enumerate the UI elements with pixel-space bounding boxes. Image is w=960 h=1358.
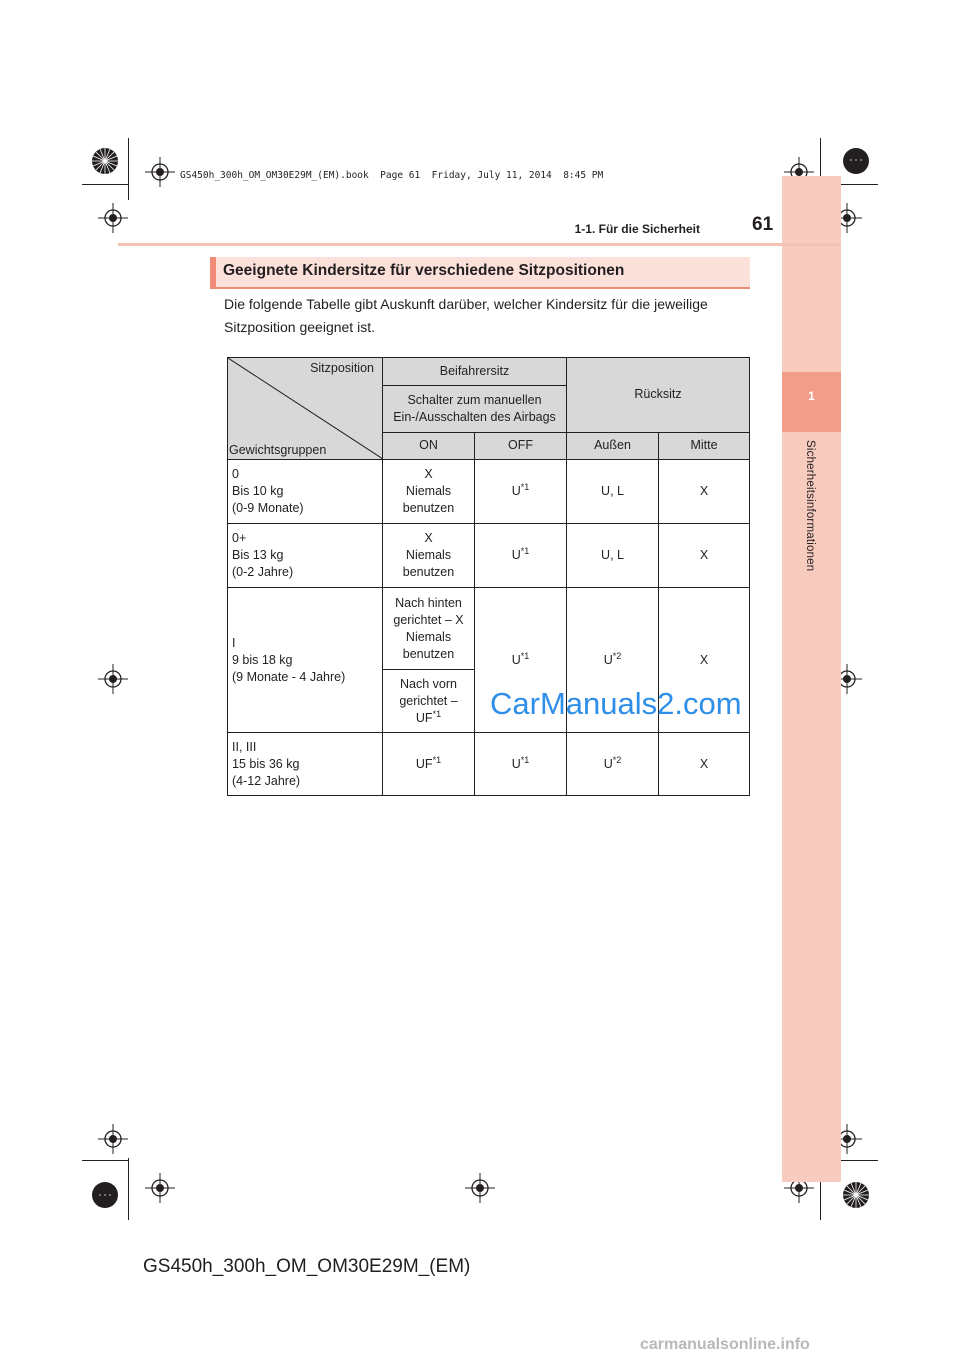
intro-paragraph: Die folgende Tabelle gibt Auskunft darüber, welcher Kindersitz für die jeweilige Sitzposition geeignet ist. — [224, 296, 708, 335]
table-row — [228, 524, 750, 588]
table-row — [228, 460, 750, 524]
cell-middle: X — [659, 733, 750, 796]
registration-mark-icon — [145, 157, 175, 187]
cell-line: Niemals — [405, 484, 452, 498]
header-off: OFF — [475, 432, 567, 459]
table-row — [228, 588, 750, 670]
cell-middle: X — [659, 460, 750, 524]
heading-accent-bar — [210, 257, 216, 287]
cell-middle: X — [659, 588, 750, 733]
book-info-line: GS450h_300h_OM_OM30E29M_(EM).book Page 61 Friday, July 11, 2014 8:45 PM — [180, 170, 604, 181]
cell-value: U — [511, 756, 521, 771]
group-age: (4-12 Jahre) — [232, 773, 301, 788]
header-outer: Außen — [567, 432, 659, 459]
footnote-ref: *1 — [520, 650, 530, 661]
cell-on-forward-facing — [383, 670, 475, 733]
cell-on — [383, 733, 475, 796]
cell-line: X — [424, 531, 433, 545]
cell-line: Niemals — [405, 629, 452, 644]
header-front-passenger: Beifahrersitz — [383, 358, 567, 386]
footnote-ref: *1 — [520, 481, 530, 492]
crop-line — [82, 184, 128, 185]
group-weight: 9 bis 18 kg — [232, 652, 293, 667]
table-row — [228, 733, 750, 796]
cell-line: benutzen — [402, 646, 455, 661]
cell-on — [383, 524, 475, 588]
watermark-logo: CarManuals2.com — [490, 686, 742, 721]
registration-mark-icon — [145, 1173, 175, 1203]
cell-on-rear-facing — [383, 588, 475, 670]
page-number: 61 — [752, 214, 774, 235]
crop-line — [128, 1158, 129, 1220]
cell-line: benutzen — [402, 565, 455, 579]
footnote-ref: *1 — [432, 708, 442, 719]
chapter-number: 1 — [808, 389, 815, 403]
group-age: (0-9 Monate) — [232, 501, 304, 515]
cell-value: UF — [415, 710, 433, 725]
group-class: II, III — [232, 739, 257, 754]
weight-group-cell — [228, 460, 383, 524]
footnote-ref: *2 — [612, 754, 622, 765]
group-weight: Bis 13 kg — [232, 548, 284, 562]
group-weight: Bis 10 kg — [232, 484, 284, 498]
cell-outer — [567, 733, 659, 796]
cell-value: UF — [415, 756, 433, 771]
cell-line: benutzen — [402, 501, 455, 515]
group-age: (9 Monate - 4 Jahre) — [232, 669, 346, 684]
footer-doc-id: GS450h_300h_OM_OM30E29M_(EM) — [143, 1256, 471, 1277]
weight-group-cell — [228, 588, 383, 733]
cell-line: Niemals — [405, 548, 452, 562]
header-middle: Mitte — [659, 432, 750, 459]
registration-mark-icon — [98, 203, 128, 233]
cell-value: U — [511, 652, 521, 667]
footnote-ref: *2 — [612, 650, 622, 661]
cell-line: gerichtet – — [399, 693, 458, 708]
child-seat-table — [227, 357, 750, 796]
header-rule — [118, 243, 840, 246]
chapter-label: Sicherheitsinformationen — [804, 440, 816, 572]
corner-header-cell — [228, 358, 383, 460]
airbag-switch-line: Ein-/Ausschalten des Airbags — [393, 409, 556, 424]
crop-line — [82, 1160, 128, 1161]
registration-mark-icon — [98, 664, 128, 694]
cell-value: U — [511, 484, 521, 498]
registration-mark-icon — [465, 1173, 495, 1203]
footnote-ref: *1 — [432, 754, 442, 765]
cell-line: gerichtet – X — [393, 612, 464, 627]
weight-group-cell — [228, 733, 383, 796]
header-airbag-switch — [383, 386, 567, 432]
group-age: (0-2 Jahre) — [232, 565, 294, 579]
footnote-ref: *1 — [520, 545, 530, 556]
footer-watermark: carmanualsonline.info — [640, 1336, 810, 1353]
airbag-switch-line: Schalter zum manuellen — [407, 392, 542, 407]
color-dial-icon — [842, 1181, 870, 1209]
cell-on — [383, 460, 475, 524]
group-class: 0+ — [232, 531, 247, 545]
group-weight: 15 bis 36 kg — [232, 756, 300, 771]
corner-label-seat-position: Sitzposition — [310, 361, 374, 375]
color-dial-icon — [91, 147, 119, 175]
registration-mark-icon — [98, 1124, 128, 1154]
color-dial-icon — [842, 147, 870, 175]
color-dial-icon — [91, 1181, 119, 1209]
header-on: ON — [383, 432, 475, 459]
cell-line — [386, 710, 471, 727]
weight-group-cell — [228, 524, 383, 588]
group-class: 0 — [232, 467, 239, 481]
corner-label-weight-groups: Gewichtsgruppen — [229, 443, 327, 457]
cell-line: X — [424, 467, 433, 481]
cell-middle: X — [659, 524, 750, 588]
header-rear-seat: Rücksitz — [567, 358, 750, 433]
cell-outer: U, L — [567, 460, 659, 524]
heading-underline — [210, 287, 750, 289]
group-class: I — [232, 635, 236, 650]
cell-outer: U, L — [567, 524, 659, 588]
cell-line: Nach vorn — [400, 676, 457, 691]
section-header: 1-1. Für die Sicherheit — [574, 222, 700, 236]
cell-value: U — [511, 548, 521, 562]
chapter-number-tab — [782, 372, 841, 432]
cell-off — [475, 733, 567, 796]
cell-off — [475, 524, 567, 588]
cell-value: U — [603, 756, 613, 771]
cell-off — [475, 460, 567, 524]
chapter-side-tab — [782, 176, 841, 1182]
footnote-ref: *1 — [520, 754, 530, 765]
section-title: Geeignete Kindersitze für verschiedene Sitzpositionen — [223, 262, 625, 279]
cell-line: Nach hinten — [395, 595, 462, 610]
section-heading — [210, 257, 750, 287]
cell-value: U — [603, 652, 613, 667]
crop-line — [128, 138, 129, 200]
